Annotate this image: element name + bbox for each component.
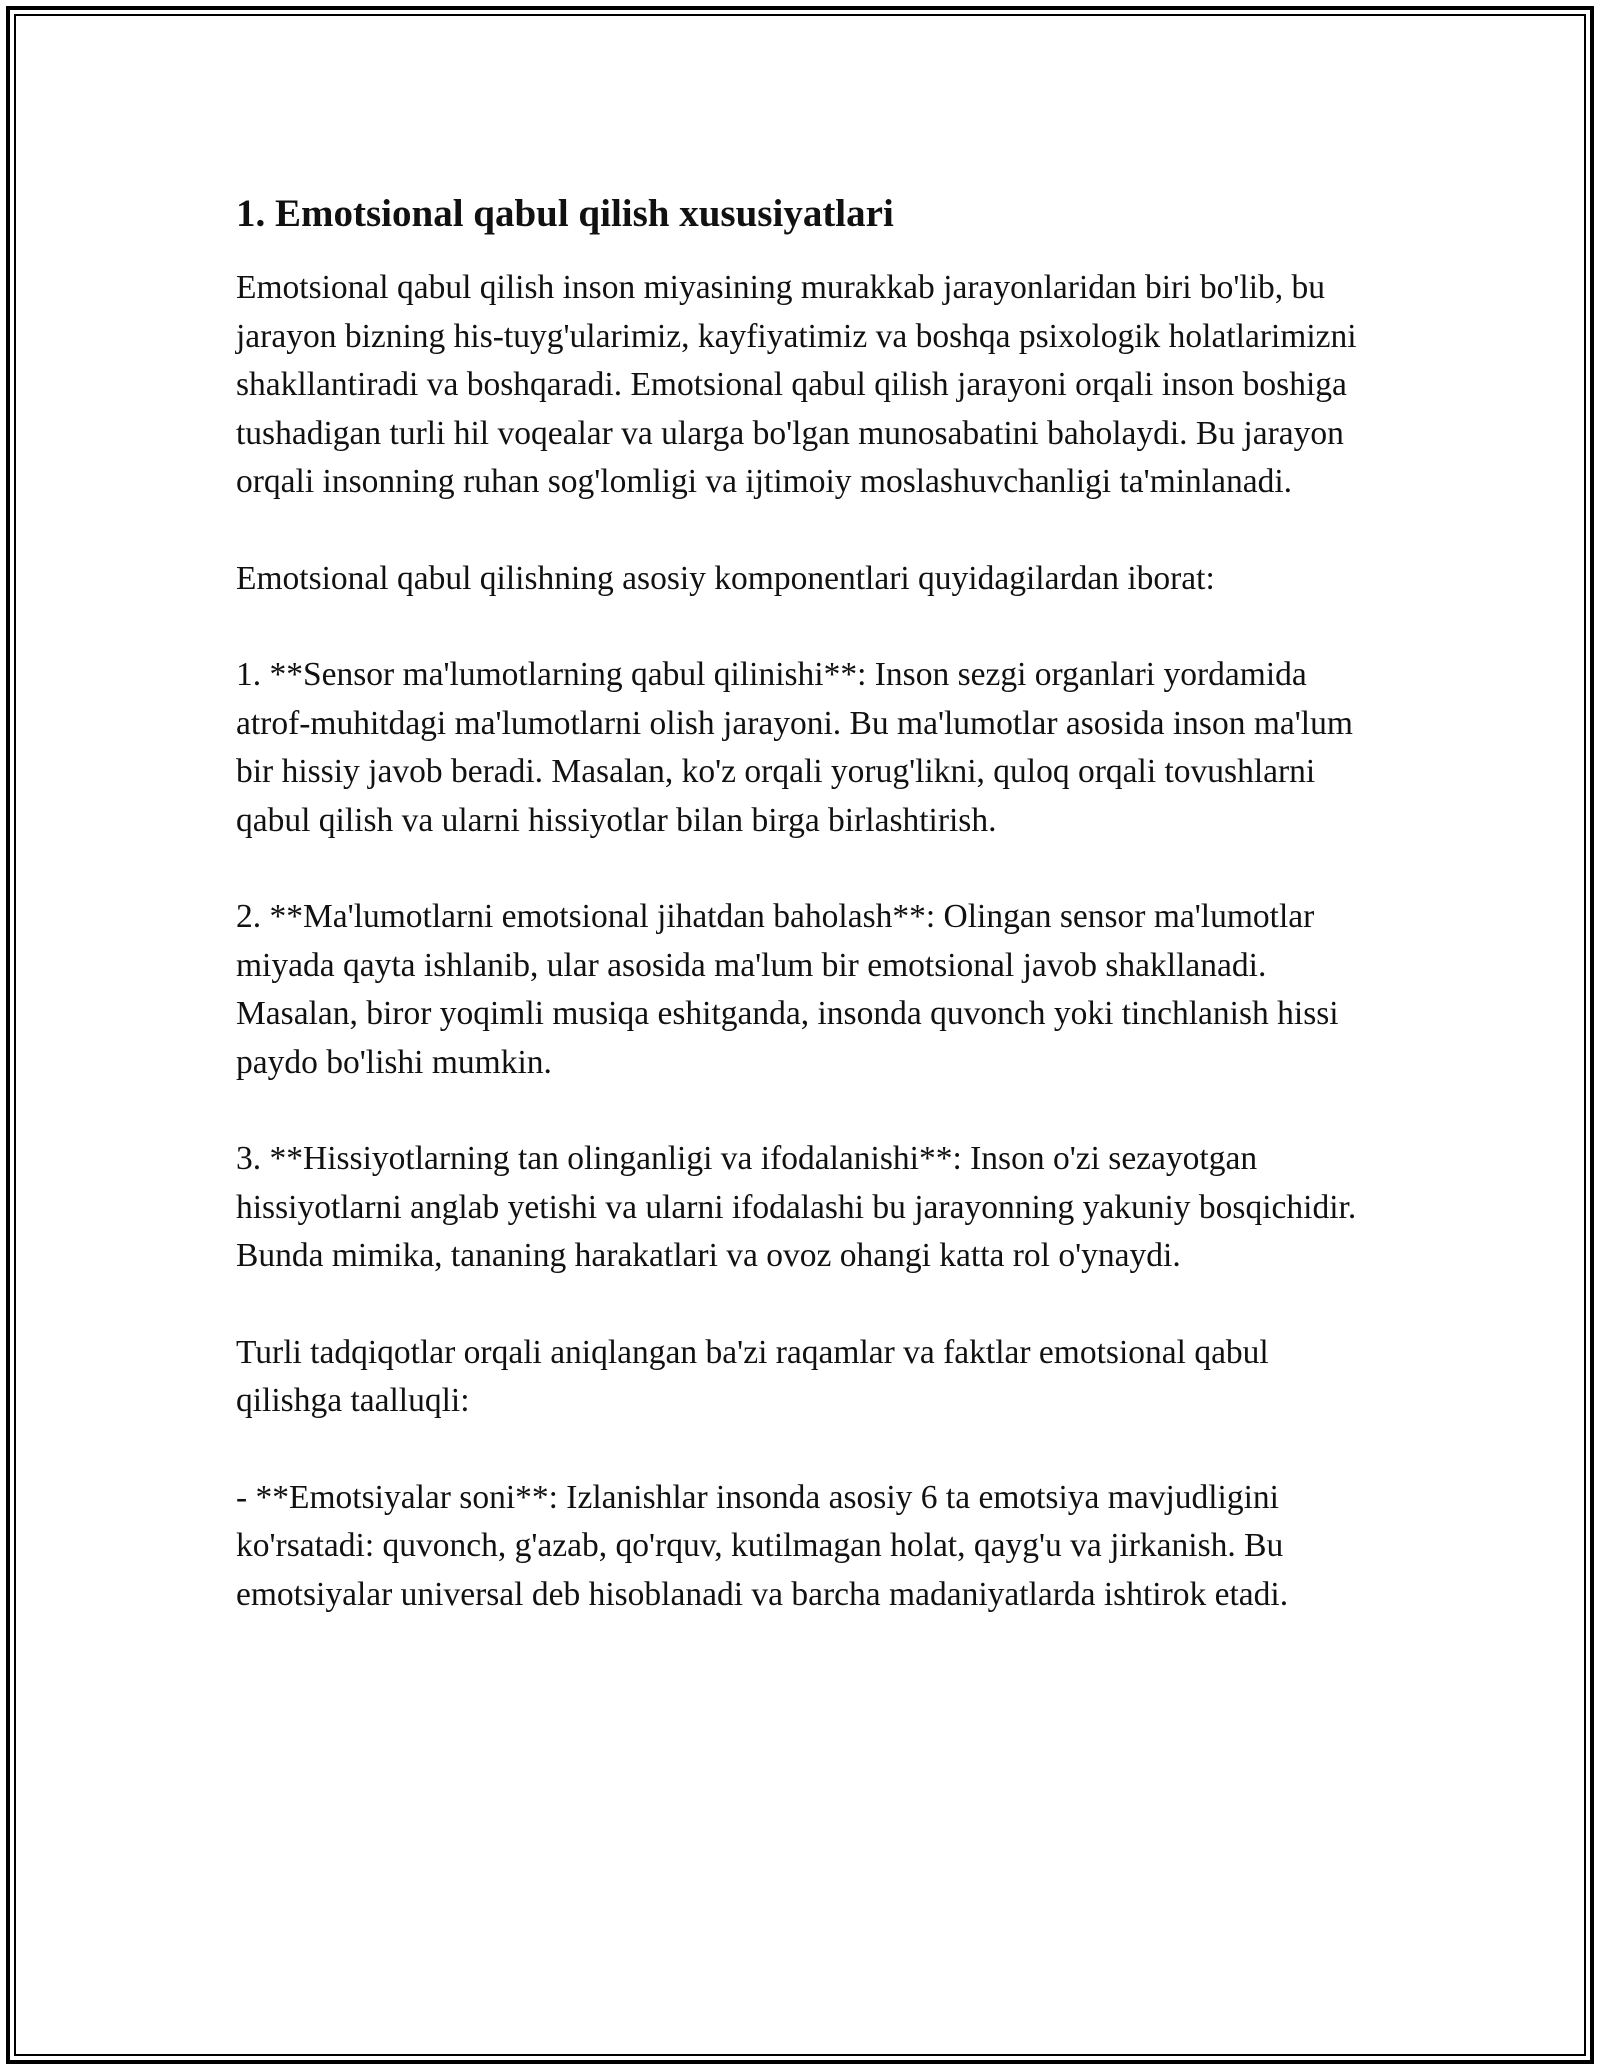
bullet-emotion-count: - **Emotsiyalar soni**: Izlanishlar insonda asosiy 6 ta emotsiya mavjudligini ko'rsatadi: quvonch, g'azab, qo'rquv, kutilmagan holat, qayg'u va jirkanish. Bu emotsiyalar universal deb hisoblanadi va barcha madaniyatlarda ishtirok etadi. bbox=[236, 1478, 1289, 1613]
list-item-emotional-evaluation: 2. **Ma'lumotlarni emotsional jihatdan baholash**: Olingan sensor ma'lumotlar miyada qayta ishlanib, ular asosida ma'lum bir emotsional javob shakllanadi. Masalan, biror yoqimli musiqa eshitganda, insonda quvonch yoki tinchlanish hissi paydo bo'lishi mumkin. bbox=[236, 898, 1339, 1081]
list-item-emotion-expression: 3. **Hissiyotlarning tan olinganligi va ifodalanishi**: Inson o'zi sezayotgan hissiyotlarni anglab yetishi va ularni ifodalashi bu jarayonning yakuniy bosqichidir. Bunda mimika, tananing harakatlari va ovoz ohangi katta rol o'ynaydi. bbox=[236, 1140, 1357, 1274]
intro-paragraph: Emotsional qabul qilish inson miyasining murakkab jarayonlaridan biri bo'lib, bu jarayon bizning his-tuyg'ularimiz, kayfiyatimiz va boshqa psixologik holatlarimizni shakllantiradi va boshqaradi. Emotsional qabul qilish jarayoni orqali inson boshiga tushadigan turli hil voqealar va ularga bo'lgan munosabatini baholaydi. Bu jarayon orqali insonning ruhan sog'lomligi va ijtimoiy moslashuvchanligi ta'minlanadi. bbox=[236, 269, 1357, 500]
document-body bbox=[236, 186, 1366, 1619]
section-heading: 1. Emotsional qabul qilish xususiyatlari bbox=[236, 192, 894, 235]
list-item-sensor-data: 1. **Sensor ma'lumotlarning qabul qilinishi**: Inson sezgi organlari yordamida atrof-muhitdagi ma'lumotlarni olish jarayoni. Bu ma'lumotlar asosida inson ma'lum bir hissiy javob beradi. Masalan, ko'z orqali yorug'likni, quloq orqali tovushlarni qabul qilish va ularni hissiyotlar bilan birga birlashtirish. bbox=[236, 656, 1353, 839]
components-intro-paragraph: Emotsional qabul qilishning asosiy komponentlari quyidagilardan iborat: bbox=[236, 559, 1215, 597]
facts-intro-paragraph: Turli tadqiqotlar orqali aniqlangan ba'zi raqamlar va faktlar emotsional qabul qilishga taalluqli: bbox=[236, 1333, 1269, 1419]
